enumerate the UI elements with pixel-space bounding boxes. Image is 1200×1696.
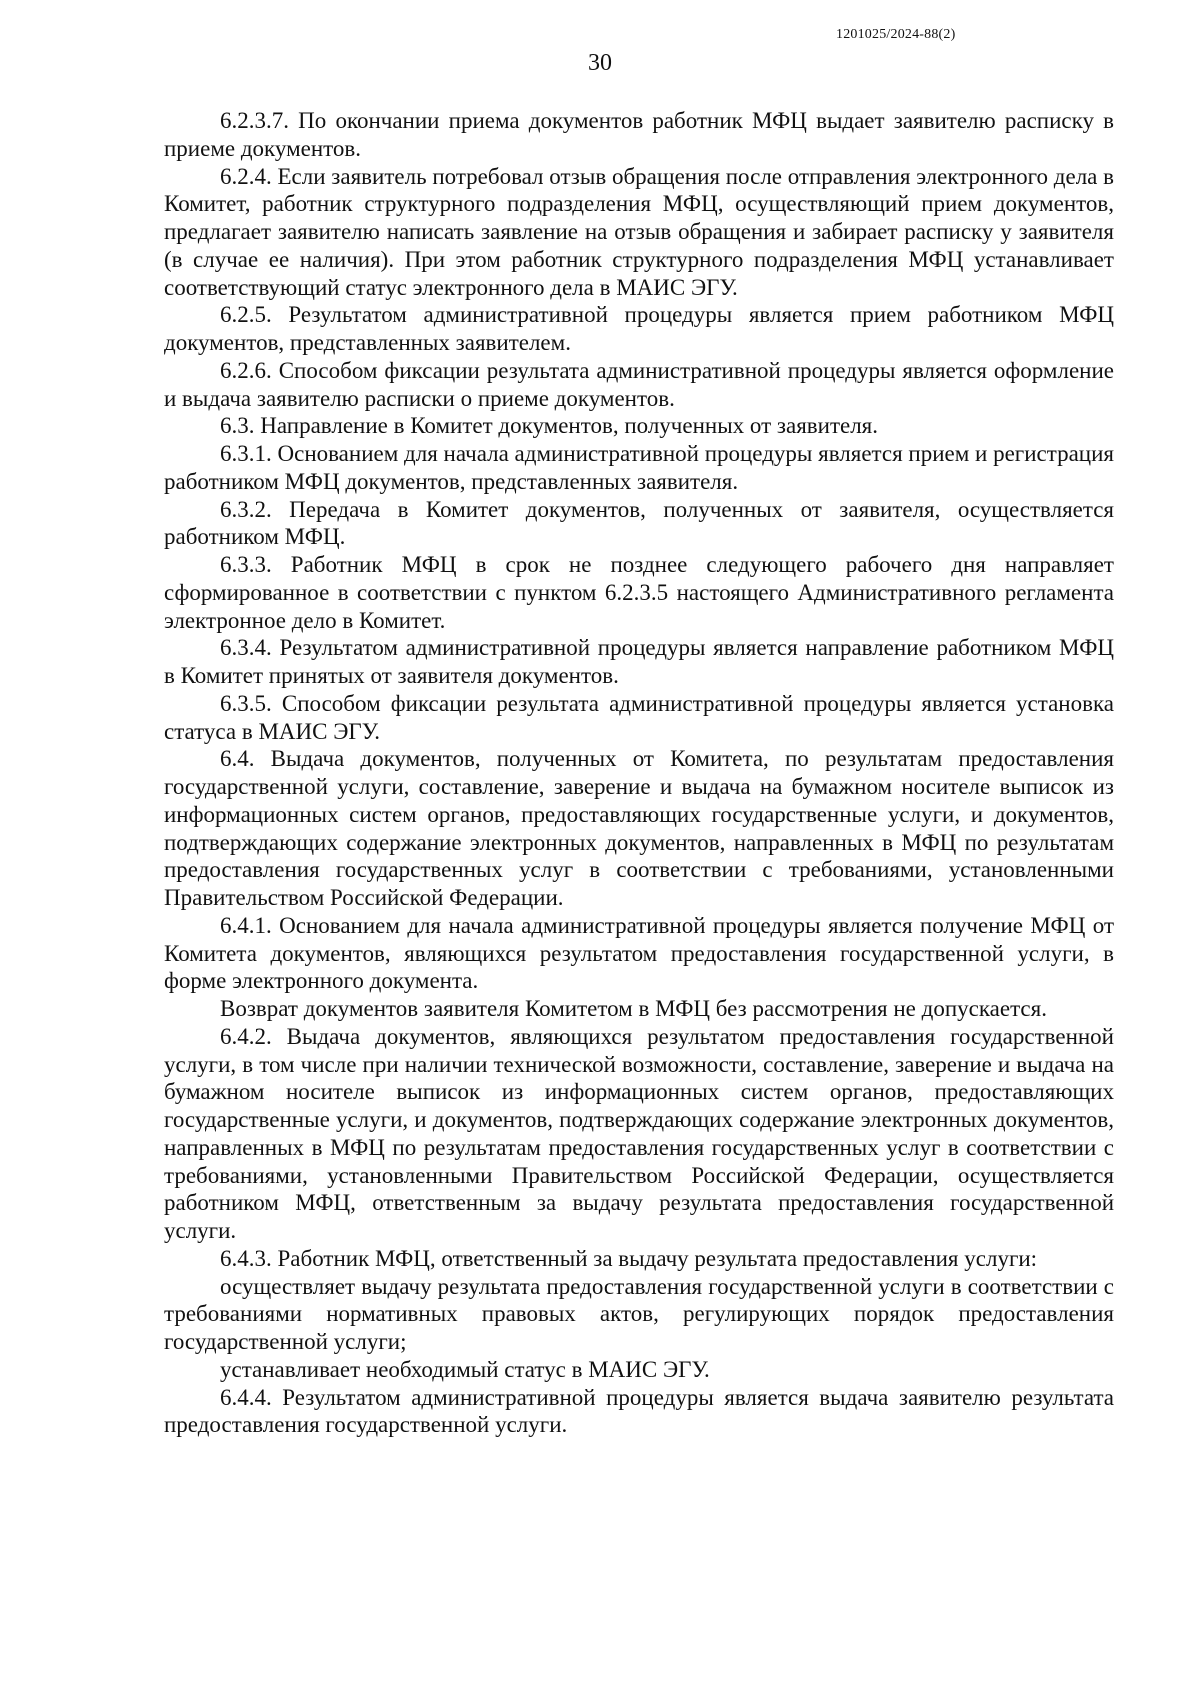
paragraph-6-3-5: 6.3.5. Способом фиксации результата административной процедуры является установка статуса в МАИС ЭГУ. bbox=[164, 690, 1114, 744]
paragraph-6-3-2: 6.3.2. Передача в Комитет документов, полученных от заявителя, осуществляется работником МФЦ. bbox=[164, 496, 1114, 550]
paragraph-6-2-6: 6.2.6. Способом фиксации результата административной процедуры является оформление и выдача заявителю расписки о приеме документов. bbox=[164, 357, 1114, 411]
paragraph-6-3-4: 6.3.4. Результатом административной процедуры является направление работником МФЦ в Комитет принятых от заявителя документов. bbox=[164, 635, 1114, 688]
document-id: 1201025/2024-88(2) bbox=[836, 27, 956, 42]
paragraph-6-2-3-7: 6.2.3.7. По окончании приема документов работник МФЦ выдает заявителю расписку в приеме документов. bbox=[164, 108, 1114, 161]
paragraph-6-4-1: 6.4.1. Основанием для начала административной процедуры является получение МФЦ от Комитета документов, являющихся результатом предоставления государственной услуги, в форме электронного документа. bbox=[164, 912, 1114, 994]
paragraph-6-2-4: 6.2.4. Если заявитель потребовал отзыв обращения после отправления электронного дела в Комитет, работник структурного подразделения МФЦ, осуществляющий прием документов, предлагает заявителю написать заявление на отзыв обращения и забирает расписку у заявителя (в случае ее наличия). При этом работник структурного подразделения МФЦ устанавливает соответствующий статус электронного дела в МАИС ЭГУ. bbox=[164, 163, 1114, 300]
paragraph-return-note: Возврат документов заявителя Комитетом в МФЦ без рассмотрения не допускается. bbox=[220, 996, 1047, 1021]
paragraph-6-2-5: 6.2.5. Результатом административной процедуры является прием работником МФЦ документов, представленных заявителем. bbox=[164, 302, 1114, 355]
paragraph-6-4-3: 6.4.3. Работник МФЦ, ответственный за выдачу результата предоставления услуги: bbox=[220, 1245, 1038, 1271]
document-body bbox=[164, 107, 1114, 1439]
paragraph-6-4: 6.4. Выдача документов, полученных от Комитета, по результатам предоставления государственной услуги, составление, заверение и выдача на бумажном носителе выписок из информационных систем органов, предоставляющих государственные услуги, и документов, подтверждающих содержание электронных документов, направленных в МФЦ по результатам предоставления государственных услуг в соответствии с требованиями, установленными Правительством Российской Федерации. bbox=[164, 746, 1114, 910]
paragraph-6-4-4: 6.4.4. Результатом административной процедуры является выдача заявителю результата предоставления государственной услуги. bbox=[164, 1384, 1114, 1438]
paragraph-6-3: 6.3. Направление в Комитет документов, полученных от заявителя. bbox=[220, 413, 879, 439]
paragraph-6-3-1: 6.3.1. Основанием для начала административной процедуры является прием и регистрация работником МФЦ документов, представленных заявителя. bbox=[164, 441, 1114, 494]
paragraph-6-4-3-item-1: осуществляет выдачу результата предоставления государственной услуги в соответствии с требованиями нормативных правовых актов, регулирующих порядок предоставления государственной услуги; bbox=[164, 1273, 1114, 1354]
paragraph-6-4-2: 6.4.2. Выдача документов, являющихся результатом предоставления государственной услуги, в том числе при наличии технической возможности, составление, заверение и выдача на бумажном носителе выписок из информационных систем органов, предоставляющих государственные услуги, и документов, подтверждающих содержание электронных документов, направленных в МФЦ по результатам предоставления государственных услуг в соответствии с требованиями, установленными Правительством Российской Федерации, осуществляется работником МФЦ, ответственным за выдачу результата предоставления государственной услуги. bbox=[164, 1023, 1114, 1243]
page-number: 30 bbox=[588, 50, 612, 76]
paragraph-6-4-3-item-2: устанавливает необходимый статус в МАИС ЭГУ. bbox=[220, 1356, 710, 1382]
paragraph-6-3-3: 6.3.3. Работник МФЦ в срок не позднее следующего рабочего дня направляет сформированное в соответствии с пунктом 6.2.3.5 настоящего Административного регламента электронное дело в Комитет. bbox=[164, 552, 1114, 633]
